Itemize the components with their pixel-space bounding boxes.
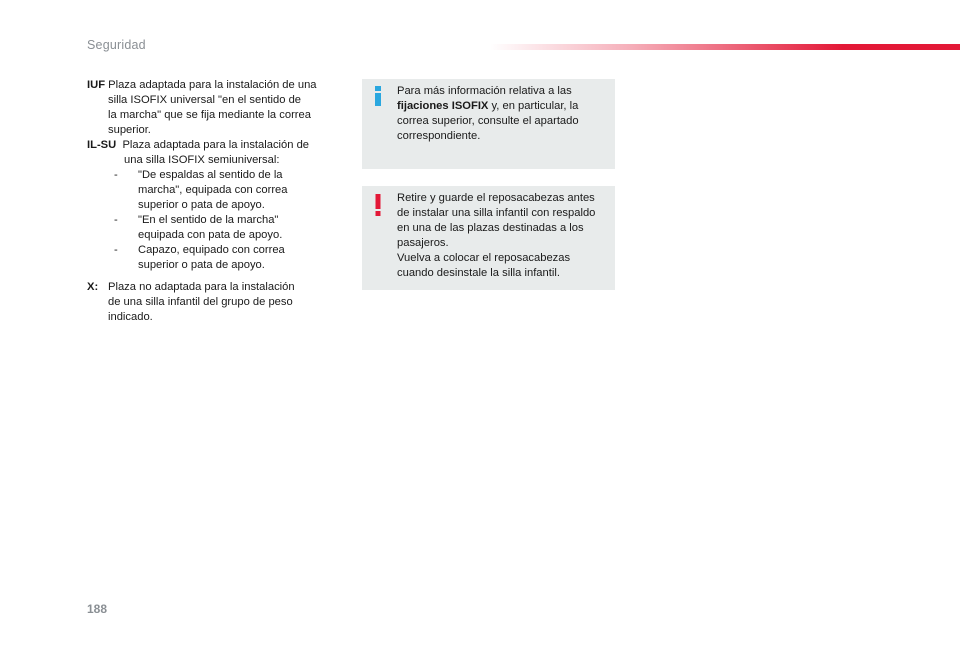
warning-text-line: Retire y guarde el reposacabezas antes xyxy=(397,192,595,204)
definition-il-su xyxy=(87,138,337,273)
list-dash: - xyxy=(114,244,118,256)
list-item xyxy=(87,168,337,213)
il-su-line: una silla ISOFIX semiuniversal: xyxy=(124,154,280,166)
list-item-line: marcha", equipada con correa xyxy=(138,184,288,196)
list-item-line: equipada con pata de apoyo. xyxy=(138,229,283,241)
definition-iuf xyxy=(87,78,337,138)
list-item xyxy=(87,243,337,273)
info-box xyxy=(362,79,615,169)
info-text-rest: y, en particular, la xyxy=(488,100,579,112)
il-su-line: Plaza adaptada para la instalación de xyxy=(122,139,310,151)
info-text-line: correspondiente. xyxy=(397,130,481,142)
term-il-su: IL-SU xyxy=(87,139,117,151)
info-icon xyxy=(371,86,385,106)
warning-text-line: de instalar una silla infantil con respaldo xyxy=(397,207,596,219)
x-line: Plaza no adaptada para la instalación xyxy=(108,281,295,293)
list-item-line: "De espaldas al sentido de la xyxy=(138,169,283,181)
exclamation-icon xyxy=(371,194,385,216)
warning-box xyxy=(362,186,615,290)
list-item xyxy=(87,213,337,243)
header-accent-bar xyxy=(490,44,960,50)
page-number: 188 xyxy=(87,602,108,616)
warning-text-line: en una de las plazas destinadas a los xyxy=(397,222,584,234)
iuf-line: superior. xyxy=(108,124,151,136)
definitions-column xyxy=(87,78,337,325)
definition-x xyxy=(87,280,337,325)
term-iuf: IUF xyxy=(87,79,106,91)
iuf-line: silla ISOFIX universal "en el sentido de xyxy=(108,94,302,106)
warning-text-line: pasajeros. xyxy=(397,237,449,249)
list-item-line: "En el sentido de la marcha" xyxy=(138,214,279,226)
term-x: X: xyxy=(87,281,99,293)
section-title: Seguridad xyxy=(87,38,146,52)
x-line: indicado. xyxy=(108,311,153,323)
x-line: de una silla infantil del grupo de peso xyxy=(108,296,293,308)
warning-text-line: Vuelva a colocar el reposacabezas xyxy=(397,252,571,264)
iuf-line: la marcha" que se fija mediante la correa xyxy=(108,109,311,121)
info-text-line: correa superior, consulte el apartado xyxy=(397,115,579,127)
warning-text-line: cuando desinstale la silla infantil. xyxy=(397,267,560,279)
info-bold-term: fijaciones ISOFIX xyxy=(397,100,489,112)
info-text-line xyxy=(397,99,607,114)
list-dash: - xyxy=(114,214,118,226)
list-item-line: Capazo, equipado con correa xyxy=(138,244,285,256)
list-item-line: superior o pata de apoyo. xyxy=(138,199,265,211)
info-text-line: Para más información relativa a las xyxy=(397,85,572,97)
iuf-line: Plaza adaptada para la instalación de una xyxy=(108,79,317,91)
list-item-line: superior o pata de apoyo. xyxy=(138,259,265,271)
list-dash: - xyxy=(114,169,118,181)
